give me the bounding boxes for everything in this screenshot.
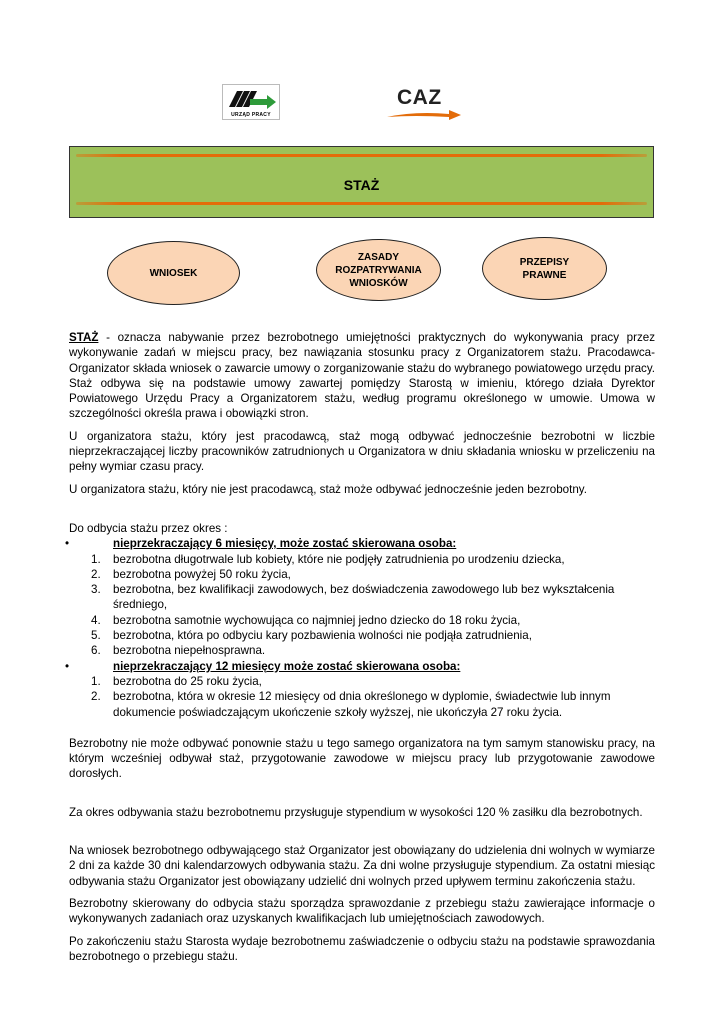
caz-logo (385, 86, 465, 122)
paragraph-definition (69, 330, 655, 422)
intro-line: Do odbycia stażu przez okres : (69, 521, 228, 535)
bullet-12-months (65, 659, 655, 674)
banner-top-stripe (76, 154, 647, 157)
list-6-months (69, 552, 655, 659)
przepisy-label-line-2: PRAWNE (522, 269, 567, 281)
bullet-6-months-text: nieprzekraczający 6 miesięcy, może zostać skierowana osoba: (113, 537, 457, 551)
paragraph-report: Bezrobotny skierowany do odbycia stażu sporządza sprawozdanie z przebiegu stażu zawierające informacje o wykonywanych zadaniach oraz uzyskanych kwalifikacjach lub umiejętnościach zawodowych. (69, 896, 655, 926)
bullet-marker: • (65, 537, 70, 551)
zasady-label-line-3: WNIOSKÓW (349, 277, 408, 289)
list-item: 1. bezrobotna do 25 roku życia, (91, 674, 262, 688)
page-title: STAŻ (343, 177, 380, 193)
paragraph-employer: U organizatora stażu, który jest pracodawcą, staż mogą odbywać jednocześnie bezrobotni w liczbie nieprzekraczającej liczby pracowników zatrudnionych u Organizatora w dniu składania wniosku w przeliczeniu na pełny wymiar czasu pracy. (69, 429, 655, 474)
list-item: 1. bezrobotna długotrwale lub kobiety, które nie podjęły zatrudnienia po urodzeniu dziecka, (91, 552, 565, 566)
list-item: 6. bezrobotna niepełnosprawna. (91, 644, 266, 658)
paragraph-repeat-restriction: Bezrobotny nie może odbywać ponownie stażu u tego samego organizatora na tym samym stanowisku pracy, na którym wcześniej odbywał staż, przygotowanie zawodowe w miejscu pracy lub przygotowanie zawodowe dorosłych. (69, 736, 655, 781)
banner-bottom-stripe (76, 202, 647, 205)
caz-logo-text: CAZ (397, 86, 442, 109)
urzad-pracy-logo (222, 84, 280, 120)
zasady-label-line-1: ZASADY (357, 251, 400, 263)
urzad-pracy-emblem-icon (223, 85, 279, 111)
term-staz: STAŻ (69, 331, 99, 344)
wniosek-button[interactable] (107, 241, 240, 305)
caz-swoosh-icon (385, 108, 465, 122)
list-item: 2. bezrobotna, która w okresie 12 miesięcy od dnia określonego w dyplomie, świadectwie lub innym dokumencie poświadczającym ukończenie szkoły wyższej, nie ukończyła 27 roku życia. (91, 690, 611, 719)
bullet-marker: • (65, 659, 70, 673)
list-item: 5. bezrobotna, która po odbyciu kary pozbawienia wolności nie podjąła zatrudnienia, (91, 629, 532, 643)
zasady-rozpatrywania-wnioskow-button[interactable] (316, 239, 441, 301)
paragraph-stipend: Za okres odbywania stażu bezrobotnemu przysługuje stypendium w wysokości 120 % zasiłku dla bezrobotnych. (69, 805, 643, 819)
definition-text: - oznacza nabywanie przez bezrobotnego umiejętności praktycznych do wykonywania pracy przez wykonywanie zadań w miejscu pracy, bez nawiązania stosunku pracy z Organizatorem stażu. Pracodawca- Organizator składa wniosek o zawarcie umowy o zorganizowanie stażu do wybranego powiatowego urzędu pracy. Staż odbywa się na podstawie umowy zawartej pomiędzy Starostą w imieniu, którego działa Dyrektor Powiatowego Urzędu Pracy a Organizatorem stażu, według programu określonego w umowie. Umowa w szczególności określa prawa i obowiązki stron. (69, 331, 655, 421)
paragraph-certificate: Po zakończeniu stażu Starosta wydaje bezrobotnemu zaświadczenie o odbyciu stażu na podstawie sprawozdania bezrobotnego o przebiegu stażu. (69, 934, 655, 963)
document-body (65, 330, 655, 964)
wniosek-label: WNIOSEK (149, 267, 198, 279)
bullet-12-months-text: nieprzekraczający 12 miesięcy może zostać skierowana osoba: (113, 659, 461, 673)
title-banner (69, 146, 654, 218)
urzad-pracy-caption: URZĄD PRACY (231, 112, 271, 118)
list-item: 2. bezrobotna powyżej 50 roku życia, (91, 567, 291, 581)
paragraph-days-off: Na wniosek bezrobotnego odbywającego staż Organizator jest obowiązany do udzielenia dni wolnych w wymiarze 2 dni za każde 30 dni kalendarzowych odbywania stażu. Za dni wolne przysługuje stypendium. Za ostatni miesiąc odbywania stażu Organizator jest obowiązany udzielić dni wolnych przed upływem terminu zakończenia stażu. (69, 844, 655, 888)
list-item: 4. bezrobotna samotnie wychowująca co najmniej jedno dziecko do 18 roku życia, (91, 613, 521, 627)
zasady-label-line-2: ROZPATRYWANIA (335, 264, 422, 276)
przepisy-label-line-1: PRZEPISY (519, 256, 570, 268)
paragraph-non-employer: U organizatora stażu, który nie jest pracodawcą, staż może odbywać jednocześnie jeden bezrobotny. (69, 482, 587, 496)
przepisy-prawne-button[interactable] (482, 237, 607, 300)
list-12-months (69, 674, 655, 720)
bullet-6-months (65, 536, 655, 551)
list-item: 3. bezrobotna, bez kwalifikacji zawodowych, bez doświadczenia zawodowego lub bez wykształcenia średniego, (91, 583, 615, 612)
